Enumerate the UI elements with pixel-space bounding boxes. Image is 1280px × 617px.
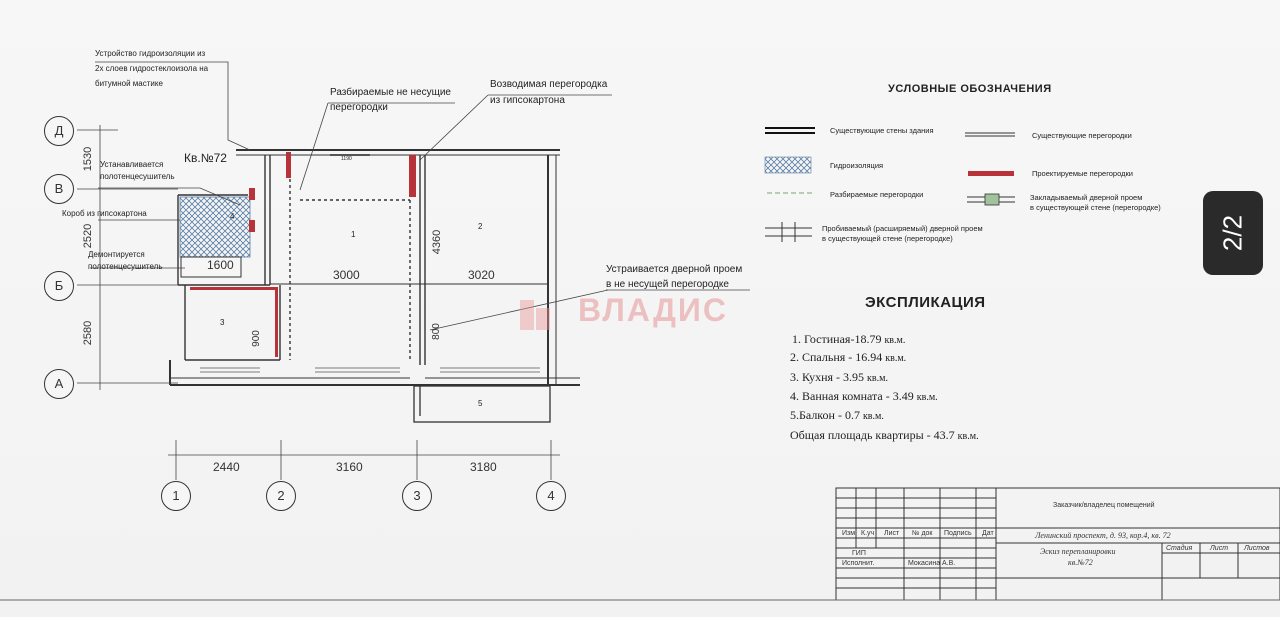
- legend-title: УСЛОВНЫЕ ОБОЗНАЧЕНИЯ: [888, 83, 1052, 95]
- title-block-sketch-line2: кв.№72: [1068, 558, 1093, 567]
- legend-existing-walls: Существующие стены здания: [830, 126, 934, 135]
- explication-item-3: 3. Кухня - 3.95 кв.м.: [790, 370, 888, 384]
- dim-3000: 3000: [333, 268, 360, 282]
- explication-item-5: 5.Балкон - 0.7 кв.м.: [790, 408, 884, 422]
- note-towel-removed-line2: полотенцесушитель: [88, 262, 163, 271]
- room-number-1: 1: [351, 230, 356, 239]
- title-block-customer: Заказчик/владелец помещений: [1053, 502, 1155, 509]
- note-waterproofing-line1: Устройство гидроизоляции из: [95, 49, 206, 58]
- page-indicator-text: 2/2: [1217, 214, 1248, 252]
- note-towel-installed-line1: Устанавливается: [100, 160, 164, 169]
- title-block-address: Ленинский проспект, д. 93, кор.4, кв. 72: [1035, 531, 1171, 540]
- room-number-4: 4: [230, 212, 235, 221]
- title-block-executor-name: Мокасина А.В.: [908, 560, 956, 567]
- legend-waterproofing: Гидроизоляция: [830, 161, 884, 170]
- title-block-gip: ГИП: [852, 550, 866, 557]
- row-dim-2580: 2580: [82, 320, 95, 346]
- title-block-sketch-line1: Эскиз перепланировки: [1040, 547, 1116, 556]
- col-dim-3160: 3160: [336, 460, 363, 474]
- explication-item-2: 2. Спальня - 16.94 кв.м.: [790, 350, 907, 364]
- legend-existing-partitions: Существующие перегородки: [1032, 131, 1132, 140]
- note-drywall-box: Короб из гипсокартона: [62, 209, 147, 218]
- axis-col-1: 1: [161, 481, 191, 511]
- title-block-col-kuch: К.уч: [861, 530, 875, 537]
- legend-dismantled-partitions: Разбираемые перегородки: [830, 190, 924, 199]
- note-erected-line2: из гипсокартона: [490, 95, 565, 106]
- title-block-col-doc: № док: [912, 530, 933, 537]
- room-number-3: 3: [220, 318, 225, 327]
- axis-row-a: А: [44, 369, 74, 399]
- dim-900: 900: [250, 330, 262, 347]
- legend-bricked-door-line2: в существующей стене (перегородке): [1030, 203, 1161, 212]
- legend-bricked-door-line1: Закладываемый дверной проем: [1030, 193, 1143, 202]
- note-dismantled-line1: Разбираемые не несущие: [330, 87, 451, 98]
- note-towel-installed-line2: полотенцесушитель: [100, 172, 175, 181]
- note-erected-line1: Возводимая перегородка: [490, 79, 608, 90]
- watermark-text: ВЛАДИС: [578, 292, 728, 328]
- dim-800: 800: [430, 323, 442, 340]
- axis-col-2: 2: [266, 481, 296, 511]
- dim-4360: 4360: [431, 229, 444, 255]
- note-dismantled-line2: перегородки: [330, 102, 388, 113]
- legend-new-door-line1: Пробиваемый (расширяемый) дверной проем: [822, 224, 983, 233]
- note-doorway-line1: Устраивается дверной проем: [606, 264, 743, 275]
- explication-item-1: 1. Гостиная-18.79 кв.м.: [792, 332, 906, 346]
- apartment-label: Кв.№72: [184, 151, 227, 165]
- axis-col-3: 3: [402, 481, 432, 511]
- explication-title: ЭКСПЛИКАЦИЯ: [865, 294, 986, 311]
- row-dim-2520: 2520: [82, 223, 95, 249]
- page-indicator-badge: [1203, 191, 1263, 275]
- explication-item-4: 4. Ванная комната - 3.49 кв.м.: [790, 389, 938, 403]
- note-towel-removed-line1: Демонтируется: [88, 250, 145, 259]
- col-dim-3180: 3180: [470, 460, 497, 474]
- axis-row-b: Б: [44, 271, 74, 301]
- dim-3020: 3020: [468, 268, 495, 282]
- row-dim-1530: 1530: [82, 146, 95, 172]
- watermark-logo-icon: [518, 298, 558, 332]
- note-waterproofing-line3: битумной мастике: [95, 79, 163, 88]
- title-block-col-date: Дат: [982, 530, 994, 537]
- axis-row-d: Д: [44, 116, 74, 146]
- title-block-executor-role: Исполнит.: [842, 560, 875, 567]
- title-block-stage: Стадия: [1166, 545, 1193, 552]
- col-dim-2440: 2440: [213, 460, 240, 474]
- dim-1600: 1600: [207, 258, 234, 272]
- legend-new-door-line2: в существующей стене (перегородке): [822, 234, 953, 243]
- title-block-sheets: Листов: [1244, 545, 1270, 552]
- dim-1190-a: 1190: [341, 156, 352, 162]
- note-doorway-line2: в не несущей перегородке: [606, 279, 729, 290]
- axis-col-4: 4: [536, 481, 566, 511]
- waterproofing-area: [180, 197, 250, 257]
- title-block-col-list: Лист: [884, 530, 900, 537]
- title-block-col-sign: Подпись: [944, 530, 972, 537]
- legend-projected-partitions: Проектируемые перегородки: [1032, 169, 1133, 178]
- title-block-sheet: Лист: [1210, 545, 1229, 552]
- note-waterproofing-line2: 2х слоев гидростеклоизола на: [95, 64, 209, 73]
- room-number-5: 5: [478, 399, 483, 408]
- room-number-2: 2: [478, 222, 483, 231]
- axis-row-v: В: [44, 174, 74, 204]
- explication-total: Общая площадь квартиры - 43.7 кв.м.: [790, 428, 979, 442]
- title-block-col-izm: Изм: [842, 530, 856, 537]
